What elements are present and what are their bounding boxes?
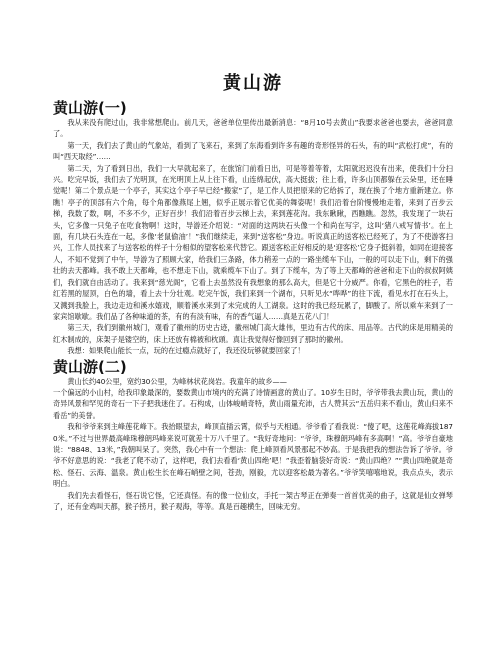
- paragraph: 我想：如果爬山能长一点，玩的在过瘾点就好了，我还没玩够就要回家了！: [67, 346, 305, 356]
- paragraph: 我们先去看怪石，怪石说它怪，它还真怪。有的像一位仙女，手托一架古琴正在弹奏一首首优美的曲子，这就是仙女弹琴了，还有金鸡叫天都，猴子捞月，猴子观海，等等。真是百趣横生，回味无穷。: [53, 490, 453, 511]
- paragraph: 我和爷爷来到主峰莲花峰下。我抬眼望去，峰顶直插云霄，似乎与天相通。爷爷看了看我说：“傻了吧，这莲花峰海拔1870米。”不过与世界最高峰珠穆朗玛峰来说可就差十万八千里了。“我好奇地问：“爷爷，珠穆朗玛峰有多高啊！”高。爷爷自豪地说：“8848、13米，”我朝叫呆了。突然，我心中有一个想法：爬上峰顶看风景那起不妙高。于是我把我的想法告诉了爷爷。爷爷不好意思的说：“我老了爬不动了，这样吧，我们去看看‘黄山四绝’吧！”我歪着脑袋好奇说：“黄山四绝？”“黄山四绝就是奇松、怪石、云海、温泉。黄山松生长在峰石峭壁之间，苍劲，刚毅，尤以迎客松最为著名。”爷爷笑嘻嘻地说，我点点头，表示明白。: [53, 422, 453, 489]
- paragraph: 一个偏远的小山村，给我印象最深的，要数黄山市境内的充满了诗情画意的黄山了。10岁生日时，爷爷带我去黄山玩，黄山的奇异风景和罕见的奇石一下子把我迷住了。石构成，山体峻峭奇特，黄山雨量充沛，古人赞其云“五岳归来不看山，黄山归来不看岳”的美誉。: [53, 387, 453, 420]
- paragraph: 我从来没有爬过山，我非常想爬山。前几天，爸爸单位里传出最新消息：“8月10号去黄山”我要求爸爸也要去，爸爸同意了。: [53, 118, 453, 139]
- paragraph: 第二天，为了看到日出，我们一大早就起来了，在旅馆门前看日出，可是等着等着，太阳就迟迟没有出来，使我们十分扫兴。吃完早饭，我们去了光明顶，在光明顶上从上往下看，山连绵起伏，高大挺拔；往上看，许多山顶都躲在云朵里，还在睡觉呢！第二个景点是一个亭子，其实这个亭子早已经“搬家”了，是工作人员把原来的它给拆了，现在换了个地方重新建立。你瞧！亭子的顶部有六个角，每个角都像燕尾上翘，似乎正展示着它优美的舞姿呢！我们沿着台阶慢慢地走着，来到了百步云梯，我数了数，啊，不多不少，正好百步！我们沿着百步云梯上去，来到莲花沟。我东瞅瞅，西瞧瞧。忽然，我发现了一块石头，它多像一只兔子在吃食物啊！这时，导游还介绍说：“对面的这两块石头像一个和尚在写字，这叫‘猪八戒写情书’。在上面，有几块石头连在一起，多像‘老鼠偷油’！”我们继续走，来到“送客松”身边。听说真正的送客松已经死了，为了不使游客扫兴，工作人员找来了与送客松的样子十分相似的望客松来代替它。跟送客松正好相反的是‘迎客松’它身子挺斜着，如同在迎接客人，不知不觉到了中午，导游为了照顾大家，给我们三条路，体力稍差一点的一路坐缆车下山，一般的可以走下山，剩下的强壮的去天都峰。我不敢上天都峰，也不想走下山，就乘缆车下山了。到了下缆车，为了等上天都峰的爸爸和走下山的叔叔阿姨们，我们就自由活动了。我来到“慈光阁”，它看上去虽然没有我想象的那么高大，但是它十分威严。你看，它黑色的柱子，若红若黑的屋顶，白色的墙，看上去十分壮观。吃完午饭，我们来到一个湖布，只听见水“哗哗”的往下流，看见水打在石头上，又溅到我脸上，我边走边和溪水嬉戏，顺着溪水来到了未完成的人工湖泉。这时的我已经玩累了，脚酸了。所以乘车来到了一家宾馆歇歇。我们品了各种味道的茶，有的有淡有味，有的香气逼人……真是五花八门！: [53, 163, 453, 321]
- paragraph: 第三天，我们到徽州城门，观看了徽州的历史古迹，徽州城门高大雄伟，里边有古代的床、用品等。古代的床是用精美的红木制成的，床架子是镂空的，床上还放有棉被和枕頭。真让我觉得好像回到了那时的徽州。: [53, 323, 453, 344]
- section-two: [53, 359, 453, 513]
- document-title: 黄山游: [223, 73, 283, 94]
- document-page: [53, 72, 453, 512]
- paragraph: 黄山长约40公里，宽约30公里，为峰林状花岗岩。我童年的故乡——: [67, 376, 287, 386]
- section-heading: 黄山游(二): [53, 357, 127, 376]
- section-one: [53, 100, 453, 357]
- section-heading: 黄山游(一): [53, 99, 127, 117]
- paragraph: 第一天，我们去了黄山的气象站，看到了飞来石，来到了东海看到许多有趣的奇形怪异的石头，有的叫“武松打虎”，有的叫“西天取经”……: [53, 140, 453, 162]
